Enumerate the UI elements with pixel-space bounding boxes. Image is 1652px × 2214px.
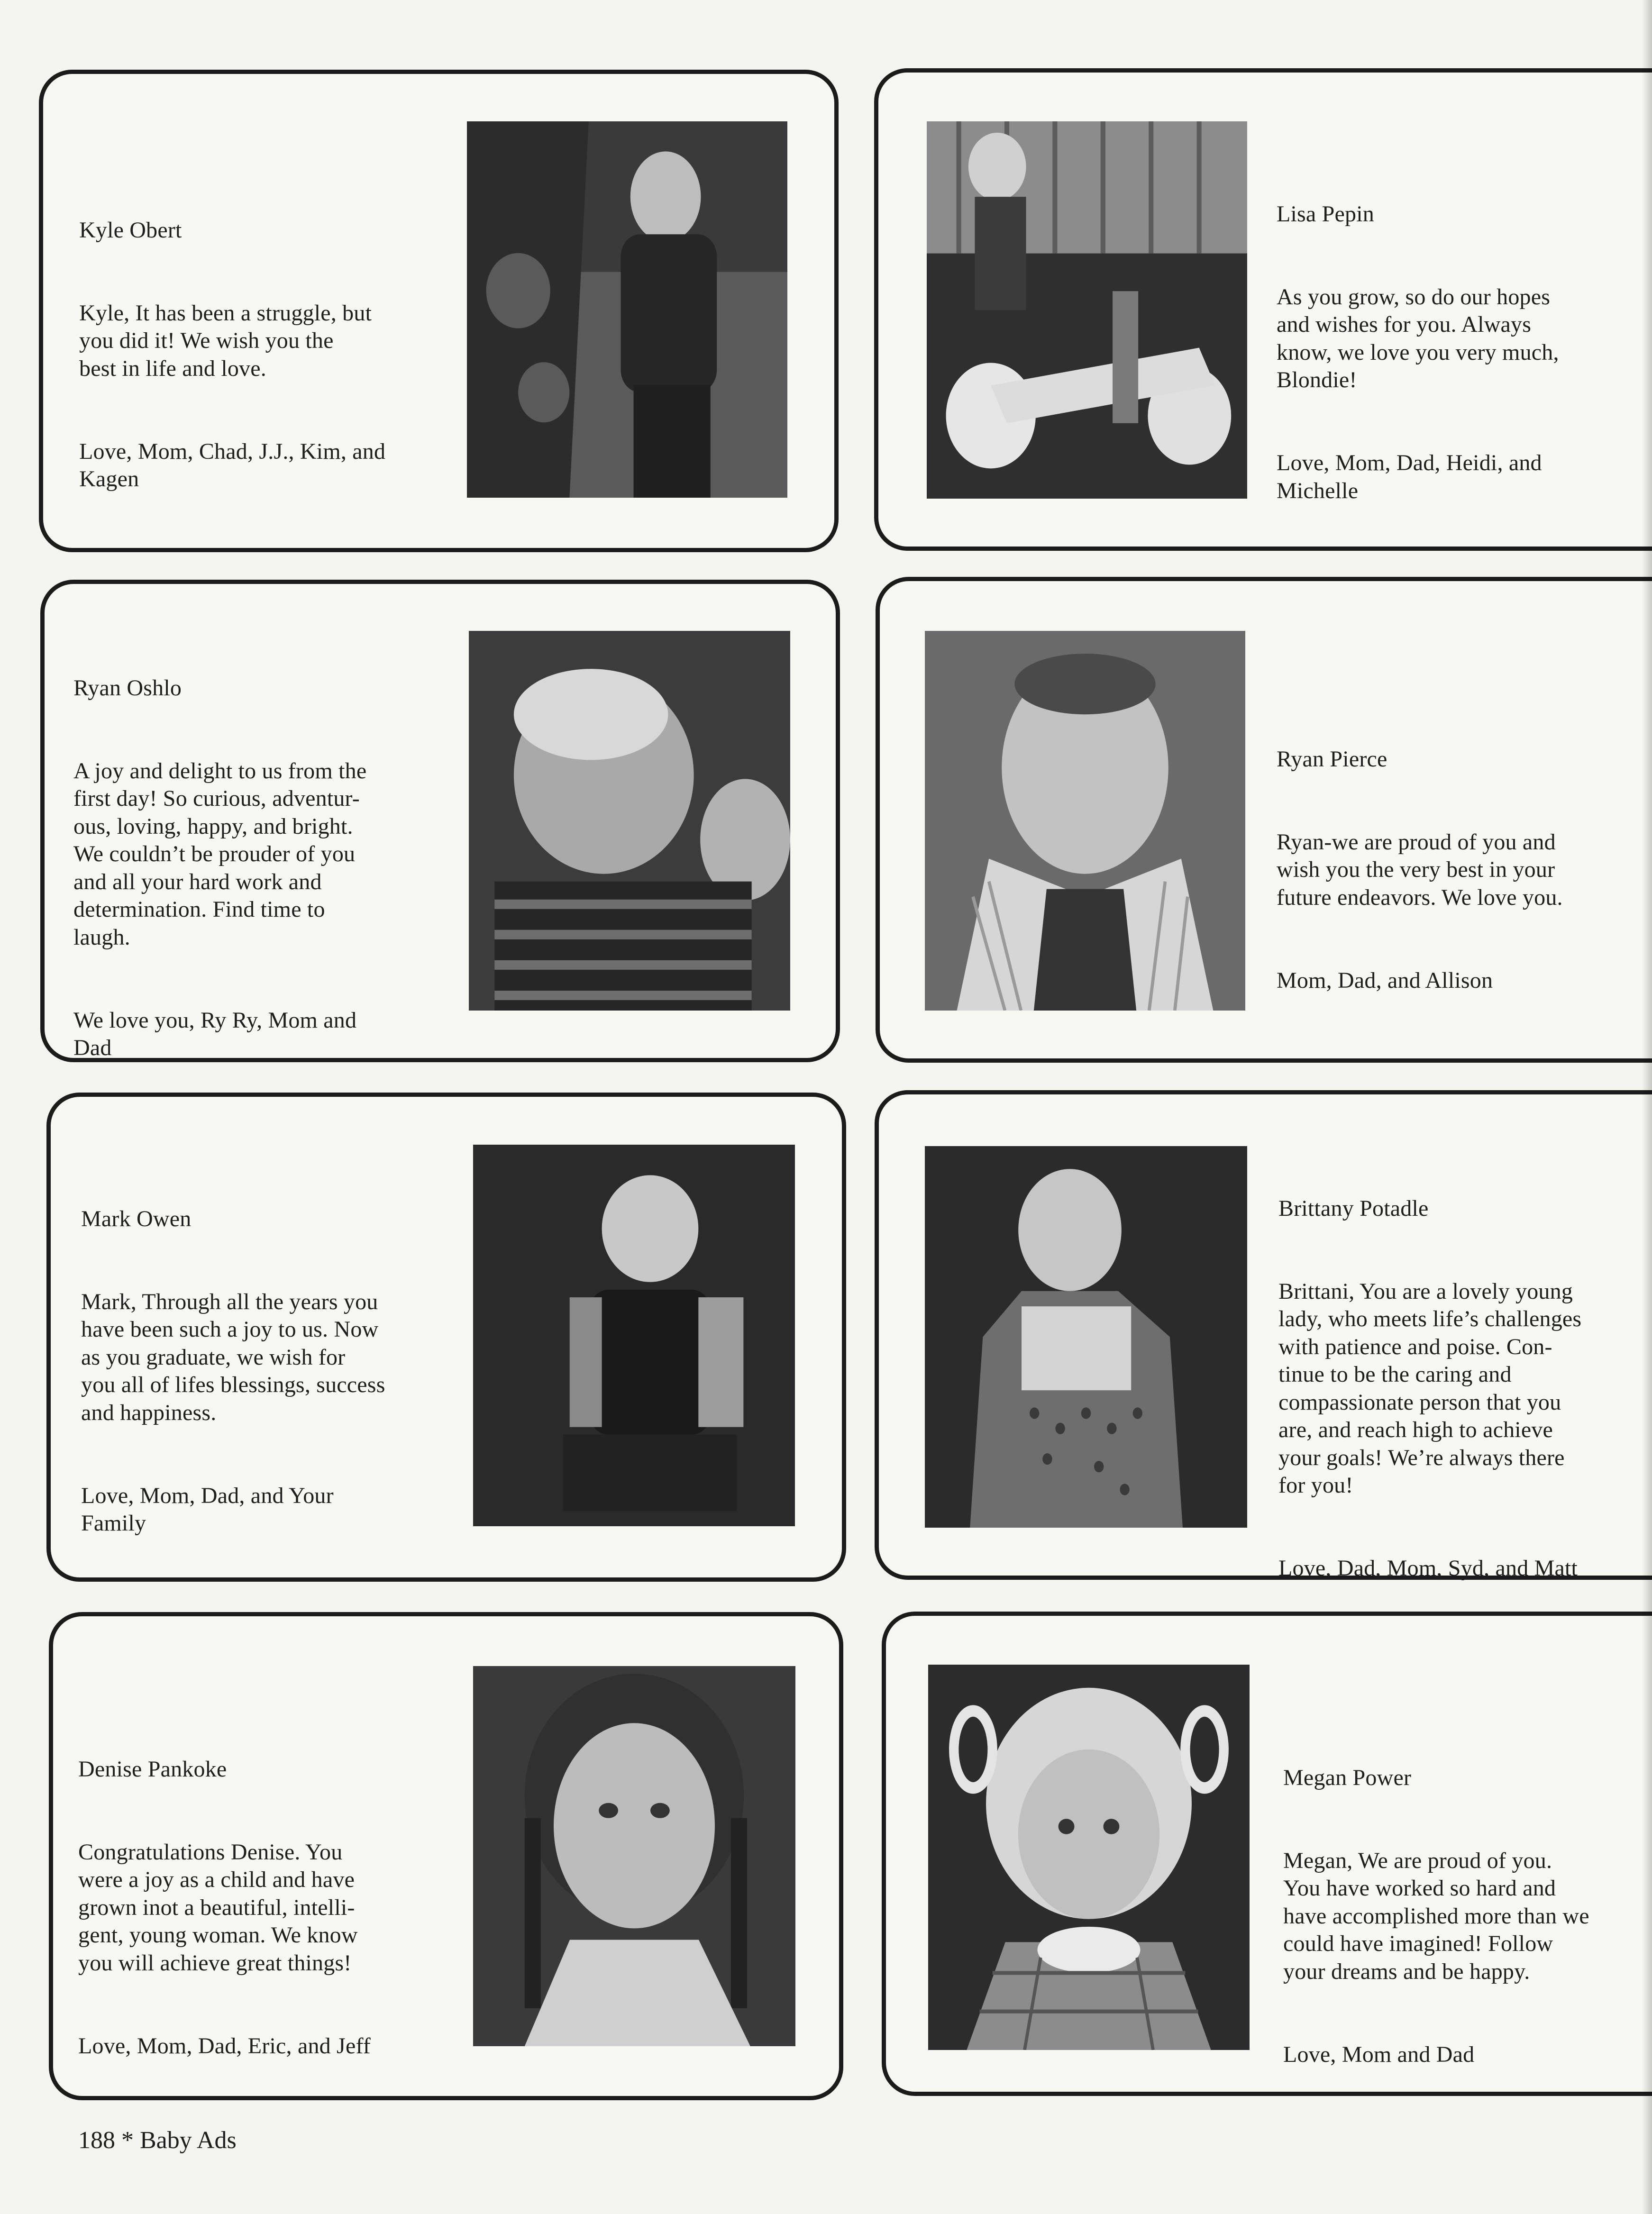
ad-signature: Love, Mom, Dad, and Your Family [81, 1483, 334, 1536]
baby-photo [473, 1666, 795, 2046]
ad-text [1283, 1736, 1589, 2096]
ad-signature: Mom, Dad, and Allison [1277, 967, 1493, 993]
ad-message: A joy and delight to us from the first day! So curious, adventur- ous, loving, happy, and bright. We couldn’t be prouder of you and all your hard work and determination. Find time to laugh. [73, 758, 367, 950]
ad-signature: Love, Mom, Chad, J.J., Kim, and Kagen [79, 438, 386, 492]
ad-name: Brittany Potadle [1278, 1195, 1429, 1221]
baby-photo [473, 1145, 795, 1526]
ad-signature: Love, Mom, Dad, Heidi, and Michelle [1277, 450, 1542, 503]
baby-photo [467, 121, 787, 498]
ad-signature: Love, Mom, Dad, Eric, and Jeff [78, 2033, 371, 2059]
ad-name: Mark Owen [81, 1206, 192, 1231]
baby-photo [925, 631, 1245, 1011]
ad-name: Ryan Pierce [1277, 746, 1387, 772]
baby-photo [928, 1665, 1250, 2050]
ad-text [79, 189, 385, 521]
ad-message: Brittani, You are a lovely young lady, who meets life’s challenges with patience and poise. Con- tinue to be the caring and compassionate person that you are, and reach high to achieve your goals! We’re always there for you! [1278, 1278, 1582, 1498]
baby-photo [925, 1146, 1247, 1528]
ad-text [1278, 1167, 1581, 1610]
ad-signature: Love, Dad, Mom, Syd, and Matt [1278, 1556, 1578, 1581]
ad-signature: Love, Mom and Dad [1283, 2041, 1475, 2067]
page-footer: 188 * Baby Ads [78, 2127, 237, 2154]
ad-message: Megan, We are proud of you. You have worked so hard and have accomplished more than we could have imagined! Follow your dreams and be happy. [1283, 1848, 1589, 1984]
ad-name: Megan Power [1283, 1765, 1412, 1790]
ad-text [81, 1177, 385, 1565]
ad-name: Kyle Obert [79, 217, 182, 243]
ad-name: Lisa Pepin [1277, 201, 1374, 227]
baby-photo [469, 631, 790, 1011]
ad-text [78, 1728, 371, 2088]
ad-message: Mark, Through all the years you have been such a joy to us. Now as you graduate, we wish for you all of lifes blessings, success and happiness. [81, 1289, 385, 1425]
ad-message: As you grow, so do our hopes and wishes for you. Always know, we love you very much, Blondie! [1277, 284, 1559, 392]
ad-message: Congratulations Denise. You were a joy as a child and have grown inot a beautiful, intelli- gent, young woman. We know you will achieve great things! [78, 1839, 358, 1976]
baby-photo [927, 121, 1247, 499]
ad-text [1277, 173, 1559, 533]
ad-text [1277, 718, 1563, 1022]
ad-text [73, 647, 366, 1090]
ad-name: Ryan Oshlo [73, 675, 182, 701]
ad-message: Kyle, It has been a struggle, but you did it! We wish you the best in life and love. [79, 300, 372, 381]
page-edge-shadow [1642, 0, 1652, 2214]
ad-signature: We love you, Ry Ry, Mom and Dad [73, 1007, 357, 1060]
ad-message: Ryan-we are proud of you and wish you the very best in your future endeavors. We love you. [1277, 829, 1563, 910]
ad-name: Denise Pankoke [78, 1756, 227, 1782]
